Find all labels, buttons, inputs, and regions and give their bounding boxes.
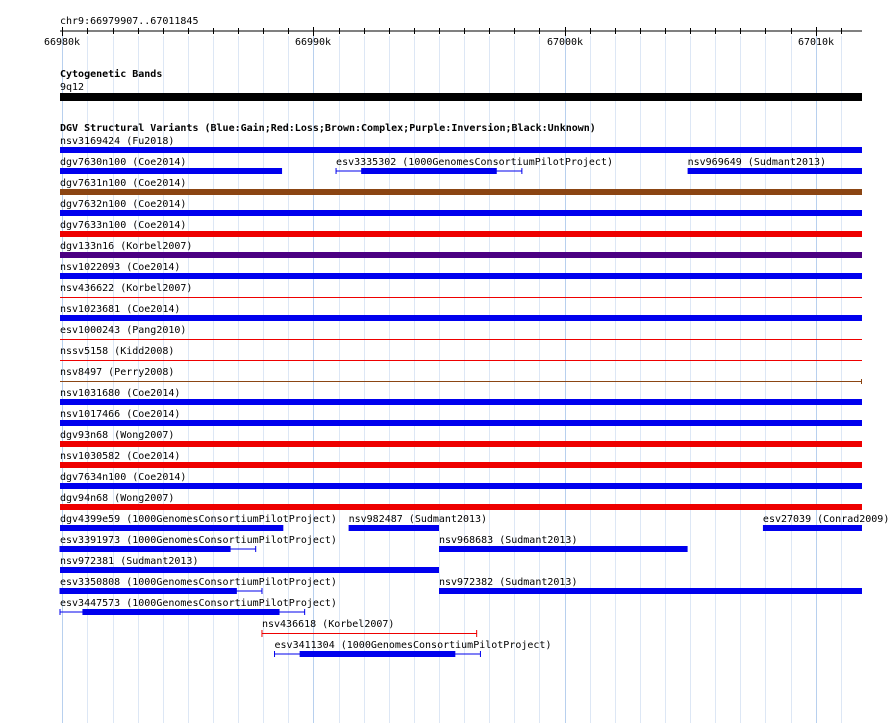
variant-label: nsv968683 (Sudmant2013) — [439, 535, 578, 546]
variant-feature[interactable] — [439, 535, 688, 552]
cytoband-label: 9q12 — [60, 82, 85, 93]
variant-bar — [60, 399, 862, 405]
variant-label: esv27039 (Conrad2009) — [762, 514, 890, 525]
variant-label: nsv1023681 (Coe2014) — [60, 304, 181, 315]
variant-feature[interactable] — [60, 430, 862, 447]
variant-label: nsv3169424 (Fu2018) — [60, 136, 175, 147]
variant-features — [60, 136, 889, 657]
variant-feature[interactable] — [60, 514, 337, 531]
variant-bar — [60, 420, 862, 426]
variant-feature[interactable] — [60, 556, 439, 573]
variant-feature[interactable] — [60, 388, 862, 405]
variant-feature[interactable] — [60, 367, 862, 384]
variant-label: nsv972381 (Sudmant2013) — [60, 556, 199, 567]
variant-bar — [60, 147, 862, 153]
variant-feature[interactable] — [60, 493, 862, 510]
variant-feature[interactable] — [60, 472, 862, 489]
variant-feature[interactable] — [60, 535, 337, 552]
variant-feature[interactable] — [60, 451, 862, 468]
variant-label: nsv8497 (Perry2008) — [60, 367, 175, 378]
cytoband-track-title: Cytogenetic Bands — [60, 69, 163, 80]
variant-feature[interactable] — [60, 157, 282, 174]
variant-bar — [439, 588, 862, 594]
variant-label: nsv969649 (Sudmant2013) — [687, 157, 827, 168]
variant-label: dgv133n16 (Korbel2007) — [60, 241, 193, 252]
variant-feature[interactable] — [336, 157, 613, 174]
ruler-tick-label: 66980k — [43, 37, 81, 48]
variant-label: dgv7632n100 (Coe2014) — [60, 199, 187, 210]
variant-bar — [60, 210, 862, 216]
position-ruler — [44, 16, 862, 48]
variant-bar — [60, 168, 282, 174]
variant-bar — [60, 252, 862, 258]
variant-feature[interactable] — [60, 220, 862, 237]
variant-feature[interactable] — [60, 241, 862, 258]
variant-label: nsv1022093 (Coe2014) — [60, 262, 181, 273]
variant-bar — [60, 462, 862, 468]
variant-bar — [763, 525, 862, 531]
variant-bar — [60, 273, 862, 279]
variant-label: nsv982487 (Sudmant2013) — [348, 514, 488, 525]
variant-feature[interactable] — [763, 514, 889, 531]
variant-label: esv3391973 (1000GenomesConsortiumPilotProject) — [60, 535, 337, 546]
variant-label: nsv436622 (Korbel2007) — [60, 283, 193, 294]
variant-label: esv3335302 (1000GenomesConsortiumPilotProject) — [336, 157, 613, 168]
variant-bar — [60, 546, 231, 552]
variant-bar — [439, 546, 688, 552]
variant-label: esv3350808 (1000GenomesConsortiumPilotProject) — [60, 577, 337, 588]
variant-label: dgv93n68 (Wong2007) — [60, 430, 175, 441]
variant-label: nssv5158 (Kidd2008) — [60, 346, 175, 357]
variant-label: dgv94n68 (Wong2007) — [60, 493, 175, 504]
variant-bar — [60, 525, 283, 531]
variant-feature[interactable] — [60, 304, 862, 321]
region-label: chr9:66979907..67011845 — [60, 16, 199, 27]
variant-feature[interactable] — [60, 325, 862, 340]
variant-label: dgv7631n100 (Coe2014) — [60, 178, 187, 189]
variant-label: nsv1030582 (Coe2014) — [60, 451, 181, 462]
variant-feature[interactable] — [60, 409, 862, 426]
variant-label: dgv7633n100 (Coe2014) — [60, 220, 187, 231]
ruler-tick-label: 67010k — [797, 37, 835, 48]
variant-feature[interactable] — [60, 136, 862, 153]
variant-bar — [60, 189, 862, 195]
variant-label: esv3411304 (1000GenomesConsortiumPilotProject) — [274, 640, 552, 651]
variant-label: nsv972382 (Sudmant2013) — [439, 577, 578, 588]
variant-feature[interactable] — [262, 619, 477, 637]
variant-feature[interactable] — [60, 178, 862, 195]
variant-feature[interactable] — [60, 598, 337, 615]
variant-label: dgv7634n100 (Coe2014) — [60, 472, 187, 483]
variant-bar — [60, 231, 862, 237]
variant-feature[interactable] — [60, 346, 862, 361]
vertical-gridlines — [63, 36, 842, 723]
ruler-tick-label: 67000k — [546, 37, 584, 48]
variant-feature[interactable] — [60, 577, 337, 594]
variant-feature[interactable] — [275, 640, 552, 657]
cytogenetic-bands-track — [60, 68, 862, 101]
variant-label: nsv1031680 (Coe2014) — [60, 388, 181, 399]
variant-label: esv3447573 (1000GenomesConsortiumPilotProject) — [60, 598, 337, 609]
variant-feature[interactable] — [439, 577, 862, 594]
variant-label: dgv7630n100 (Coe2014) — [60, 157, 187, 168]
variant-bar — [82, 609, 279, 615]
variant-label: nsv436618 (Korbel2007) — [261, 619, 395, 630]
variant-label: nsv1017466 (Coe2014) — [60, 409, 181, 420]
variant-bar — [300, 651, 456, 657]
dgv-variants-track — [60, 122, 889, 657]
variant-bar — [60, 315, 862, 321]
variant-feature[interactable] — [349, 514, 487, 531]
variant-bar — [349, 525, 439, 531]
cytoband-bar[interactable] — [60, 93, 862, 101]
dgv-track-title: DGV Structural Variants (Blue:Gain;Red:Loss;Brown:Complex;Purple:Inversion;Black:Unknown) — [60, 123, 596, 134]
variant-bar — [60, 588, 237, 594]
variant-feature[interactable] — [60, 199, 862, 216]
variant-bar — [361, 168, 497, 174]
variant-bar — [60, 504, 862, 510]
variant-bar — [60, 441, 862, 447]
variant-bar — [60, 483, 862, 489]
variant-label: dgv4399e59 (1000GenomesConsortiumPilotProject) — [60, 514, 337, 525]
variant-bar — [60, 567, 439, 573]
variant-feature[interactable] — [60, 283, 862, 298]
ruler-tick-label: 66990k — [294, 37, 332, 48]
variant-bar — [688, 168, 862, 174]
variant-label: esv1000243 (Pang2010) — [60, 325, 187, 336]
variant-feature[interactable] — [60, 262, 862, 279]
variant-feature[interactable] — [688, 157, 862, 174]
